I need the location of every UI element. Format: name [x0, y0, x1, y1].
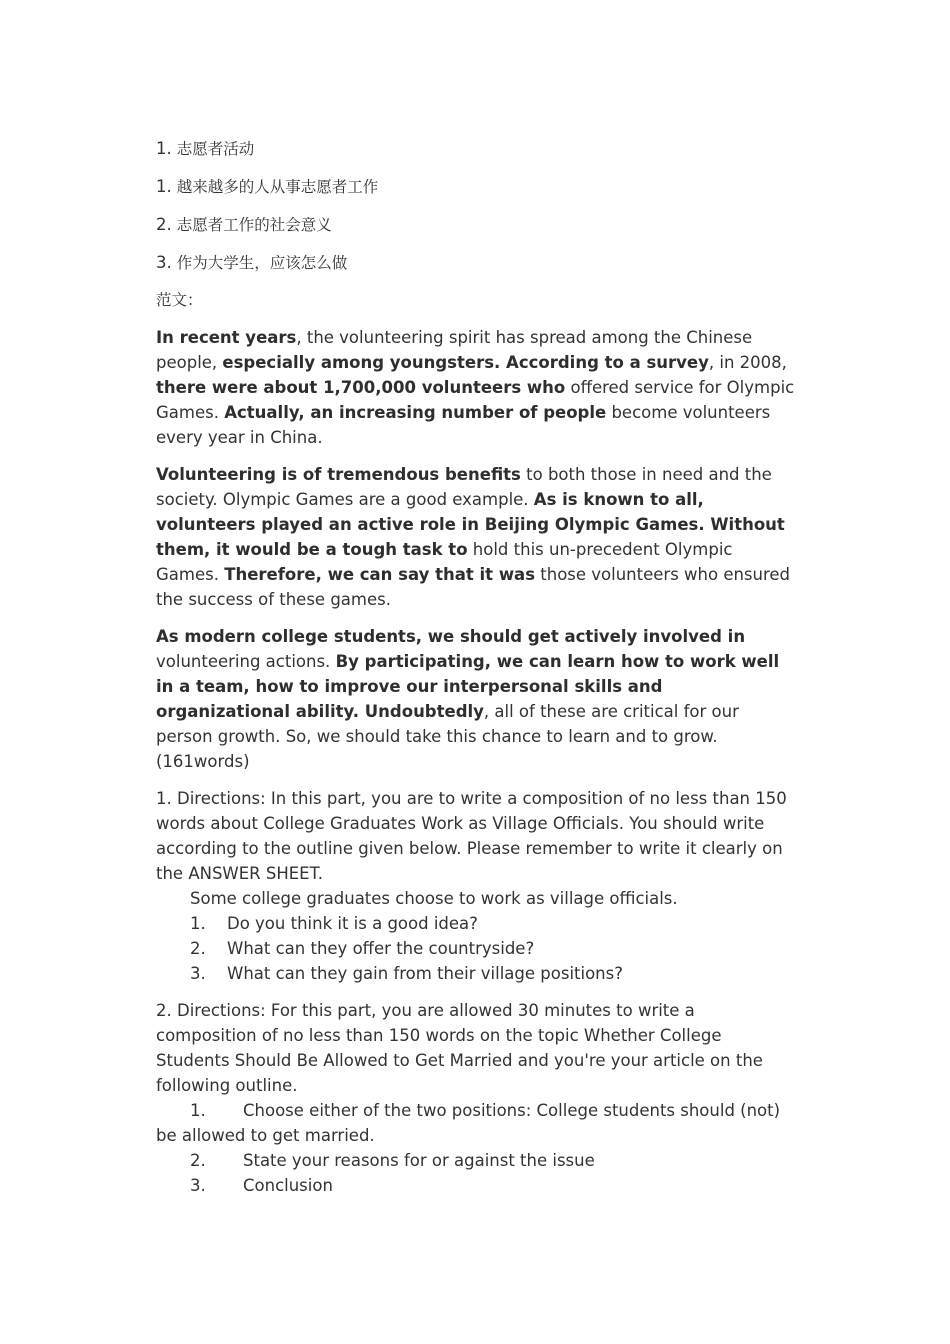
outline-item-2: 2. 志愿者工作的社会意义	[156, 215, 332, 234]
task-1-directions: 1. Directions: In this part, you are to write a composition of no less than 150 words about College Graduates Work as Village Officials. You should write according to the outline given below. Please remember to write it clearly on the ANSWER SHEET.	[156, 789, 787, 883]
essay-paragraph-2: Volunteering is of tremendous benefits to both those in need and the society. Olympic Games are a good example. As is known to all, volunteers played an active role in Beijing Olympic Games. Without them, it would be a tough task to hold this un-precedent Olympic Games. Therefore, we can say that it was those volunteers who ensured the success of these games.	[156, 465, 791, 609]
task-2-item: 1. Choose either of the two positions: College students should (not) be allowed to get married.	[156, 1101, 781, 1145]
sample-essay-label: 范文：	[156, 291, 203, 309]
outline-title: 1. 志愿者活动	[156, 139, 255, 158]
task-2	[156, 998, 796, 1198]
task-1	[156, 786, 796, 986]
essay-paragraph-3: As modern college students, we should get actively involved in volunteering actions. By participating, we can learn how to work well in a team, how to improve our interpersonal skills and organizational ability. Undoubtedly, all of these are critical for our person growth. So, we should take this chance to learn and to grow.(161words)	[156, 627, 780, 771]
task-1-intro: Some college graduates choose to work as village officials.	[190, 889, 678, 908]
task-2-item: 2. State your reasons for or against the issue	[190, 1151, 595, 1170]
task-1-item: 3. What can they gain from their village positions?	[190, 964, 623, 983]
task-1-item: 1. Do you think it is a good idea?	[190, 914, 478, 933]
essay-paragraph-1: In recent years, the volunteering spirit has spread among the Chinese people, especially among youngsters. According to a survey, in 2008, there were about 1,700,000 volunteers who offered service for Olympic Games. Actually, an increasing number of people become volunteers every year in China.	[156, 328, 795, 447]
task-2-directions: 2. Directions: For this part, you are allowed 30 minutes to write a composition of no less than 150 words on the topic Whether College Students Should Be Allowed to Get Married and you're your article on the following outline.	[156, 1001, 763, 1095]
task-1-item: 2. What can they offer the countryside?	[190, 939, 535, 958]
task-2-item: 3. Conclusion	[190, 1176, 333, 1195]
document-page	[156, 136, 796, 1198]
outline-item-3: 3. 作为大学生，应该怎么做	[156, 253, 348, 272]
outline-item-1: 1. 越来越多的人从事志愿者工作	[156, 177, 379, 196]
